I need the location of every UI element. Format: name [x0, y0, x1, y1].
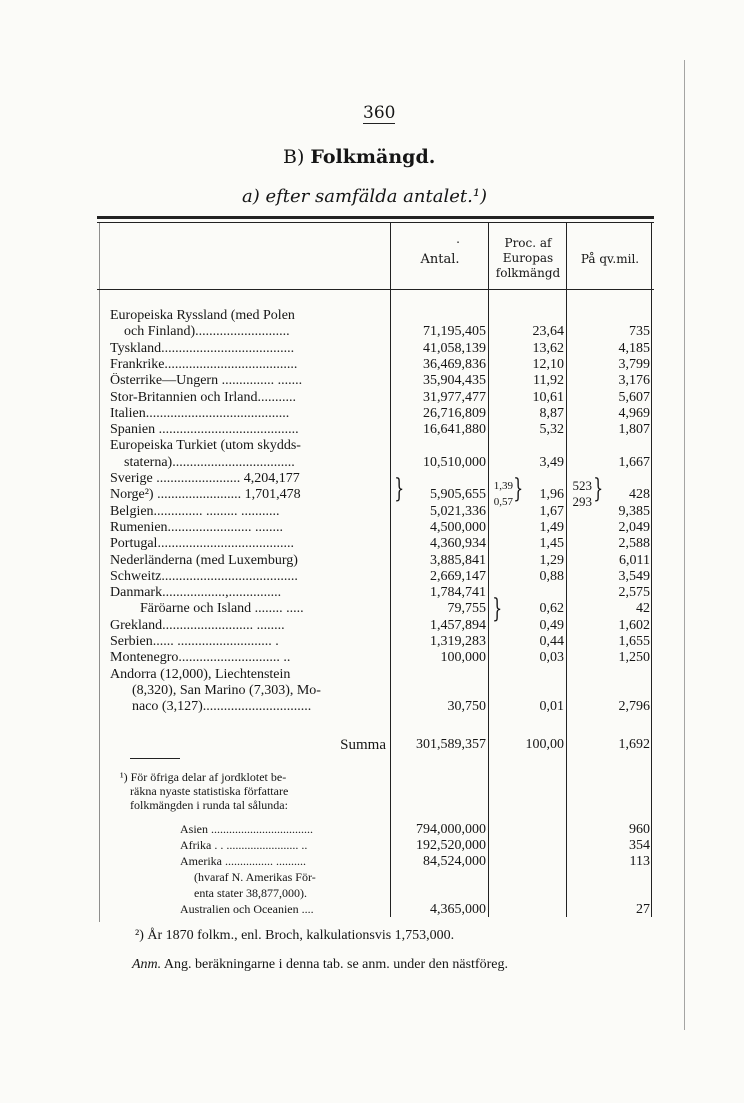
row-label: (8,320), San Marino (7,303), Mo- [132, 683, 321, 698]
col-divider-2 [488, 222, 489, 917]
row-label: Andorra (12,000), Liechtenstein [110, 667, 291, 682]
row-label: Montenegro............................. .. [110, 650, 291, 665]
cell-qv: 2,049 [618, 520, 650, 535]
cell-qv: 3,176 [618, 373, 650, 388]
brace-qv: } [593, 474, 604, 504]
row-label: Tyskland...................................... [110, 341, 295, 356]
header-qvmil: På qv.mil. [580, 252, 640, 266]
col-divider-1 [390, 222, 391, 917]
footnote-1-qv: 113 [629, 854, 650, 869]
cell-proc: 23,64 [532, 324, 564, 339]
header-proc-line3: folkmängd [495, 266, 561, 280]
page-number: 360 [363, 103, 396, 123]
cell-antal: 1,319,283 [430, 634, 486, 649]
cell-qv: 1,250 [618, 650, 650, 665]
row-label: Grekland.......................... ........ [110, 618, 285, 633]
cell-antal: 5,021,336 [430, 504, 486, 519]
row-label: Nederländerna (med Luxemburg) [110, 553, 298, 568]
cell-antal: 5,905,655 [430, 487, 486, 502]
page-right-margin-line [684, 60, 685, 1030]
table-left-edge [99, 222, 100, 922]
footnote-1-antal: 84,524,000 [423, 854, 486, 869]
cell-antal: 4,360,934 [430, 536, 486, 551]
cell-qv: 428 [629, 487, 650, 502]
row-label: Färöarne och Island ........ ..... [140, 601, 304, 616]
anm-text: Ang. beräkningarne i denna tab. se anm. under den nästföreg. [163, 957, 508, 972]
cell-proc: 13,62 [532, 341, 564, 356]
table-top-rule-thin [97, 222, 654, 223]
cell-antal: 71,195,405 [423, 324, 486, 339]
footnote-1-item: Afrika . . ........................ .. [180, 838, 308, 852]
cell-antal: 3,885,841 [430, 553, 486, 568]
header-proc [489, 236, 567, 281]
cell-qv: 5,607 [618, 390, 650, 405]
sv-no-pct-top: 1,39 [493, 480, 513, 492]
header-bottom-rule [97, 289, 654, 290]
cell-qv: 9,385 [618, 504, 650, 519]
cell-proc: 0,62 [539, 601, 564, 616]
cell-qv: 6,011 [619, 553, 650, 568]
cell-proc: 8,87 [539, 406, 564, 421]
row-label: naco (3,127)............................... [132, 699, 312, 714]
cell-proc: 0,01 [539, 699, 564, 714]
brace-danmark: } [492, 594, 503, 624]
cell-qv: 3,549 [618, 569, 650, 584]
table-top-rule [97, 216, 654, 219]
subtitle: a) efter samfälda antalet.¹) [242, 186, 488, 207]
cell-proc: 5,32 [539, 422, 564, 437]
section-prefix: B) [283, 146, 305, 168]
cell-proc: 10,61 [532, 390, 564, 405]
header-dot: . [456, 232, 460, 246]
footnote-1-item: enta stater 38,877,000). [194, 886, 307, 900]
cell-proc: 0,88 [539, 569, 564, 584]
cell-proc: 0,44 [539, 634, 564, 649]
cell-proc: 1,49 [539, 520, 564, 535]
footnote-1-qv: 354 [629, 838, 650, 853]
footnote-1-item: Asien .................................. [180, 822, 313, 836]
cell-qv: 1,655 [618, 634, 650, 649]
header-proc-line2: Europas [502, 251, 554, 265]
footnote-2: ²) År 1870 folkm., enl. Broch, kalkulationsvis 1,753,000. [135, 928, 455, 943]
cell-antal: 26,716,809 [423, 406, 486, 421]
summa-label: Summa [340, 737, 386, 753]
section-heading: Folkmängd. [310, 146, 436, 168]
cell-qv: 2,796 [618, 699, 650, 714]
summa-antal: 301,589,357 [416, 737, 486, 752]
footnote-1-line: ¹) För öfriga delar af jordklotet be- [120, 770, 287, 784]
cell-proc: 1,67 [539, 504, 564, 519]
brace-sverige-norge: } [394, 474, 405, 504]
sv-no-qv-top: 523 [572, 478, 592, 493]
cell-qv: 1,602 [618, 618, 650, 633]
cell-proc: 3,49 [539, 455, 564, 470]
row-label: Sverige ........................ 4,204,177 [110, 471, 300, 486]
row-label: Europeiska Turkiet (utom skydds- [110, 438, 301, 453]
cell-proc: 0,49 [539, 618, 564, 633]
header-proc-line1: Proc. af [504, 236, 552, 250]
row-label: Stor-Britannien och Irland........... [110, 390, 296, 405]
row-label: Italien......................................... [110, 406, 290, 421]
summa-short-rule [130, 758, 180, 759]
footnote-1-line: räkna nyaste statistiska författare [130, 784, 289, 798]
cell-antal: 79,755 [447, 601, 486, 616]
anm-prefix: Anm. [132, 957, 162, 972]
cell-antal: 16,641,880 [423, 422, 486, 437]
cell-proc: 11,92 [533, 373, 564, 388]
cell-antal: 2,669,147 [430, 569, 486, 584]
summa-proc: 100,00 [525, 737, 564, 752]
cell-qv: 1,807 [618, 422, 650, 437]
row-label: Norge²) ........................ 1,701,478 [110, 487, 301, 502]
row-label: Österrike—Ungern ............... ....... [110, 373, 303, 388]
footnote-1-item: (hvaraf N. Amerikas För- [194, 870, 316, 884]
header-antal: Antal. [420, 252, 460, 267]
col-divider-4 [651, 222, 652, 917]
summa-qv: 1,692 [618, 737, 650, 752]
cell-antal: 4,500,000 [430, 520, 486, 535]
footnote-1-antal: 192,520,000 [416, 838, 486, 853]
cell-antal: 1,784,741 [430, 585, 486, 600]
row-label: Serbien...... ........................... . [110, 634, 279, 649]
row-label: Danmark..................,............... [110, 585, 282, 600]
cell-qv: 2,588 [618, 536, 650, 551]
cell-qv: 1,667 [618, 455, 650, 470]
sv-no-pct-bottom: 0,57 [493, 496, 513, 508]
cell-proc: 1,96 [539, 487, 564, 502]
cell-qv: 42 [636, 601, 650, 616]
cell-antal: 31,977,477 [423, 390, 486, 405]
footnote-1-antal: 794,000,000 [416, 822, 486, 837]
footnote-1-qv: 960 [629, 822, 650, 837]
footnote-1-line: folkmängden i runda tal sålunda: [130, 798, 288, 812]
row-label: Schweitz....................................... [110, 569, 298, 584]
footnote-1-item: Amerika ................ .......... [180, 854, 306, 868]
footnote-1-antal: 4,365,000 [430, 902, 486, 917]
cell-antal: 1,457,894 [430, 618, 486, 633]
row-label: Portugal....................................... [110, 536, 294, 551]
cell-qv: 4,185 [618, 341, 650, 356]
cell-qv: 2,575 [618, 585, 650, 600]
row-label: Belgien.............. ......... ........... [110, 504, 280, 519]
row-label: och Finland)........................... [124, 324, 290, 339]
cell-antal: 41,058,139 [423, 341, 486, 356]
cell-antal: 100,000 [440, 650, 486, 665]
row-label: Rumenien........................ ........ [110, 520, 284, 535]
section-title [283, 146, 435, 168]
row-label: staterna)................................... [124, 455, 295, 470]
cell-qv: 4,969 [618, 406, 650, 421]
brace-pct: } [513, 474, 524, 504]
row-label: Frankrike...................................... [110, 357, 298, 372]
cell-antal: 35,904,435 [423, 373, 486, 388]
annotation-note [132, 957, 508, 973]
cell-antal: 10,510,000 [423, 455, 486, 470]
cell-proc: 1,29 [539, 553, 564, 568]
sv-no-qv-bottom: 293 [572, 494, 592, 509]
cell-antal: 30,750 [447, 699, 486, 714]
row-label: Europeiska Ryssland (med Polen [110, 308, 295, 323]
cell-antal: 36,469,836 [423, 357, 486, 372]
cell-qv: 3,799 [618, 357, 650, 372]
row-label: Spanien ........................................ [110, 422, 299, 437]
col-divider-3 [566, 222, 567, 917]
footnote-1-qv: 27 [636, 902, 650, 917]
footnote-1-item: Australien och Oceanien .... [180, 902, 314, 916]
cell-qv: 735 [629, 324, 650, 339]
cell-proc: 12,10 [532, 357, 564, 372]
cell-proc: 0,03 [539, 650, 564, 665]
cell-proc: 1,45 [539, 536, 564, 551]
